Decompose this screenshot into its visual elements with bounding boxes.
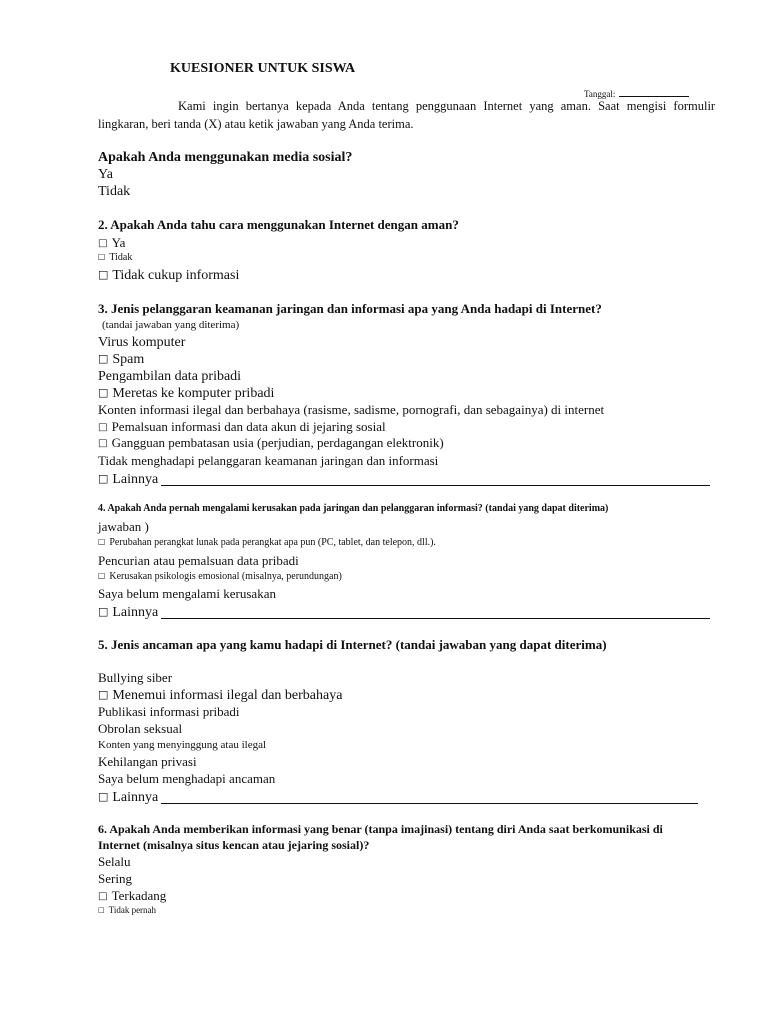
checkbox-icon[interactable]: □ [98,688,109,701]
checkbox-icon[interactable]: □ [98,268,109,281]
checkbox-icon[interactable]: □ [98,571,106,580]
q5-other-blank-line[interactable] [161,789,698,804]
q6-option-label: Tidak pernah [108,905,157,915]
checkbox-icon[interactable]: □ [98,790,109,803]
q3-option-label: Lainnya [112,472,159,487]
q6-option-selalu[interactable]: Selalu [98,854,131,869]
checkbox-icon[interactable]: □ [98,252,106,261]
q6-option-label: Terkadang [111,888,167,903]
q3-option-lainnya[interactable] [98,471,710,487]
q5-option-label: Lainnya [112,790,159,805]
q2-question: 2. Apakah Anda tahu cara menggunakan Internet dengan aman? [98,217,459,232]
q4-question-continuation: jawaban ) [98,519,149,534]
checkbox-icon[interactable]: □ [98,537,106,546]
q3-option-spam[interactable] [98,352,144,367]
q4-option-kerusakan[interactable] [98,571,342,582]
q2-option-tidak[interactable] [98,252,132,263]
q3-other-blank-line[interactable] [161,471,710,486]
q5-option-obrolan[interactable]: Obrolan seksual [98,721,183,736]
q3-option-label: Gangguan pembatasan usia (perjudian, perdagangan elektronik) [111,435,444,450]
q4-other-blank-line[interactable] [161,604,710,619]
q5-option-menemui[interactable] [98,688,342,703]
q3-option-meretas[interactable] [98,386,274,401]
checkbox-icon[interactable]: □ [98,891,108,902]
q5-option-belum[interactable]: Saya belum menghadapi ancaman [98,771,276,786]
q2-option-label: Tidak [109,252,133,263]
q1-option-ya[interactable]: Ya [98,167,113,182]
q6-option-terkadang[interactable] [98,889,166,903]
q2-option-ya[interactable] [98,236,125,250]
q3-note: (tandai jawaban yang diterima) [102,319,240,331]
q3-option-pemalsuan[interactable] [98,420,386,434]
document-title: KUESIONER UNTUK SISWA [170,61,356,76]
checkbox-icon[interactable]: □ [98,386,109,399]
q5-option-publikasi[interactable]: Publikasi informasi pribadi [98,704,240,719]
q3-option-pengambilan[interactable]: Pengambilan data pribadi [98,369,242,384]
q3-option-label: Spam [112,352,145,367]
q3-option-label: Meretas ke komputer pribadi [112,386,275,401]
q4-option-belum[interactable]: Saya belum mengalami kerusakan [98,586,276,601]
checkbox-icon[interactable]: □ [98,352,109,365]
q2-option-label: Tidak cukup informasi [112,268,240,283]
checkbox-icon[interactable]: □ [98,605,109,618]
q4-option-pencurian[interactable]: Pencurian atau pemalsuan data pribadi [98,553,299,568]
q4-question: 4. Apakah Anda pernah mengalami kerusakan pada jaringan dan pelanggaran informasi? (tandai yang dapat diterima) [98,503,609,514]
q2-option-tidak-cukup[interactable] [98,268,239,283]
q6-option-tidak-pernah[interactable] [98,906,156,916]
q4-option-label: Kerusakan psikologis emosional (misalnya, perundungan) [109,571,342,582]
q4-option-label: Lainnya [112,605,159,620]
date-field [584,88,689,99]
q3-option-tidak-menghadapi[interactable]: Tidak menghadapi pelanggaran keamanan jaringan dan informasi [98,453,439,468]
q6-option-sering[interactable]: Sering [98,871,132,886]
q5-option-bullying[interactable]: Bullying siber [98,670,173,685]
q4-option-lainnya[interactable] [98,604,710,620]
date-label: Tanggal: [584,89,616,99]
q6-question-line-1: 6. Apakah Anda memberikan informasi yang benar (tanpa imajinasi) tentang diri Anda saat berkomunikasi di [98,822,663,836]
q6-question-line-2: Internet (misalnya situs kencan atau jejaring sosial)? [98,838,370,852]
q3-option-label: Pemalsuan informasi dan data akun di jejaring sosial [111,419,386,434]
q1-question: Apakah Anda menggunakan media sosial? [98,150,353,165]
q5-question: 5. Jenis ancaman apa yang kamu hadapi di Internet? (tandai jawaban yang dapat diterima) [98,637,607,652]
q3-option-gangguan[interactable] [98,436,444,450]
q4-option-perubahan[interactable] [98,537,436,548]
checkbox-icon[interactable]: □ [98,438,108,449]
q1-option-tidak[interactable]: Tidak [98,184,131,199]
q3-option-virus[interactable]: Virus komputer [98,335,186,350]
checkbox-icon[interactable]: □ [98,472,109,485]
q3-question: 3. Jenis pelanggaran keamanan jaringan dan informasi apa yang Anda hadapi di Internet? [98,301,602,316]
q4-option-label: Perubahan perangkat lunak pada perangkat apa pun (PC, tablet, dan telepon, dll.). [109,537,436,548]
checkbox-icon[interactable]: □ [98,905,105,914]
intro-line-1: Kami ingin bertanya kepada Anda tentang penggunaan Internet yang aman. Saat mengisi formulir [178,99,716,113]
date-blank-line[interactable] [619,88,689,97]
q5-option-konten[interactable]: Konten yang menyinggung atau ilegal [98,739,267,751]
q3-option-konten[interactable]: Konten informasi ilegal dan berbahaya (rasisme, sadisme, pornografi, dan sebagainya) di internet [98,402,605,417]
checkbox-icon[interactable]: □ [98,238,108,249]
q5-option-lainnya[interactable] [98,789,698,805]
intro-line-2: lingkaran, beri tanda (X) atau ketik jawaban yang Anda terima. [98,117,414,131]
q5-option-label: Menemui informasi ilegal dan berbahaya [112,688,343,703]
q5-option-privasi[interactable]: Kehilangan privasi [98,754,197,769]
q2-option-label: Ya [111,235,126,250]
checkbox-icon[interactable]: □ [98,422,108,433]
